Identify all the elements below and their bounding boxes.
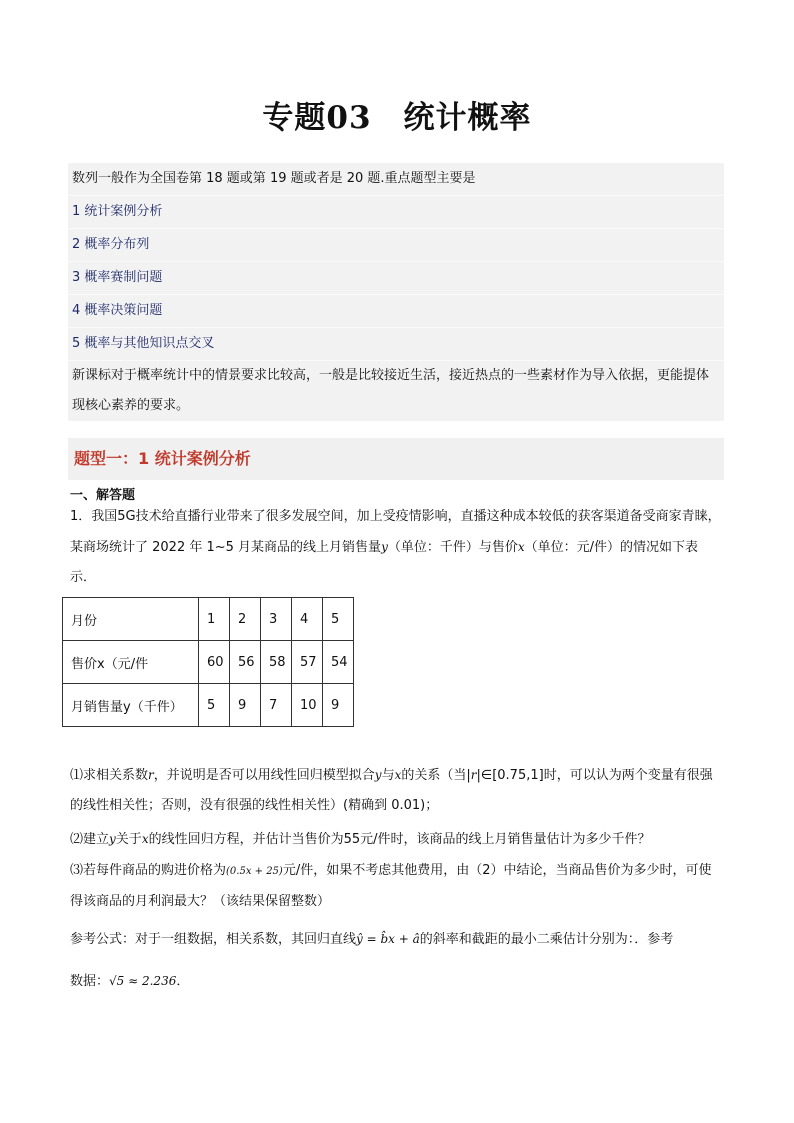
cost-formula: (0.5x + 25) (226, 866, 283, 877)
table-cell: 4 (292, 598, 323, 641)
question-1 (70, 760, 722, 821)
table-cell: 7 (261, 684, 292, 727)
question-text: 元/件，如果不考虑其他费用，由（2）中结论，当商品售价为多少时，可使得该商品的月利润最大？（该结果保留整数） (70, 863, 712, 909)
table-cell: 5 (199, 684, 230, 727)
problem-intro-text: （单位：元/件）的情况如下表示． (70, 540, 699, 585)
intro-item: 1 统计案例分析 (68, 196, 724, 229)
reference-text: ． (176, 974, 190, 989)
table-cell: 57 (292, 641, 323, 684)
regression-formula: ŷ = b̂x + â (356, 932, 420, 946)
question-text: 元/件时，该商品的线上月销售量估计为多少千件？ (360, 832, 651, 847)
table-cell: 9 (230, 684, 261, 727)
variable-x: x (517, 540, 525, 554)
table-cell: 5 (323, 598, 354, 641)
problem-intro-text: （单位：千件）与售价 (387, 540, 518, 555)
variable-r: r (148, 768, 154, 782)
question-3 (70, 856, 722, 917)
table-row (63, 641, 354, 684)
table-cell: 56 (230, 641, 261, 684)
sqrt-value: √5 ≈ 2.236 (109, 974, 177, 988)
question-text: ⑴求相关系数 (70, 768, 149, 783)
table-cell: 54 (323, 641, 354, 684)
table-row (63, 684, 354, 727)
question-text: 关于 (115, 832, 142, 847)
problem-intro-text: 1．我国5G技术给直播行业带来了很多发展空间，加上受疫情影响，直播这种成本较低的获客渠道备受商家青睐，某商场统计了 2022 年 1~5 月某商品的线上月销售量 (70, 509, 721, 555)
reference-text: 的斜率和截距的最小二乘估计分别为：．参考 (419, 932, 674, 947)
question-2 (70, 824, 722, 855)
problem-intro (70, 502, 722, 593)
variable-x: x (394, 768, 402, 782)
page-title: 专题03 统计概率 (262, 100, 532, 136)
intro-box (68, 163, 724, 421)
question-text: ，并说明是否可以用线性回归模型拟合 (153, 768, 375, 783)
variable-r: r (470, 768, 477, 782)
intro-lead: 数列一般作为全国卷第 18 题或第 19 题或者是 20 题.重点题型主要是 (68, 163, 724, 196)
reference-data (70, 966, 722, 997)
price-value: 55 (343, 832, 361, 847)
reference-formula (70, 924, 722, 955)
table-row (63, 598, 354, 641)
variable-y: y (381, 540, 388, 554)
question-text: |∈[0.75,1]时，可以认为两个变量有很强的线性相关性；否则，没有很强的线性相关性）(精确到 0.01)； (70, 768, 713, 813)
intro-closing: 新课标对于概率统计中的情景要求比较高，一般是比较接近生活，接近热点的一些素材作为导入依据，更能提体现核心素养的要求。 (72, 368, 710, 413)
intro-item: 3 概率赛制问题 (68, 262, 724, 295)
intro-item: 4 概率决策问题 (68, 295, 724, 328)
table-cell: 58 (261, 641, 292, 684)
question-text: ⑵建立 (70, 832, 110, 847)
data-table (62, 597, 354, 727)
table-cell: 10 (292, 684, 323, 727)
variable-y: y (374, 768, 382, 782)
table-cell: 2 (230, 598, 261, 641)
reference-text: 数据： (70, 974, 110, 989)
table-cell: 1 (199, 598, 230, 641)
question-text: 与 (381, 768, 395, 783)
question-text: ⑶若每件商品的购进价格为 (70, 863, 227, 878)
table-cell: 3 (261, 598, 292, 641)
question-text: 的线性回归方程，并估计当售价为 (148, 832, 344, 847)
reference-text: 参考公式：对于一组数据，相关系数，其回归直线 (70, 932, 357, 947)
question-text: 的关系（当| (401, 768, 471, 783)
variable-x: x (141, 832, 149, 846)
table-header-cell: 月份 (63, 598, 199, 641)
sub-heading: 一、解答题 (70, 488, 136, 503)
intro-item: 2 概率分布列 (68, 229, 724, 262)
variable-y: y (109, 832, 116, 846)
table-cell: 60 (199, 641, 230, 684)
table-cell: 9 (323, 684, 354, 727)
table-header-cell: 售价x（元/件 (63, 641, 199, 684)
section-heading: 题型一：1 统计案例分析 (68, 438, 724, 480)
table-header-cell: 月销售量y（千件） (63, 684, 199, 727)
intro-item: 5 概率与其他知识点交叉 (68, 328, 724, 361)
